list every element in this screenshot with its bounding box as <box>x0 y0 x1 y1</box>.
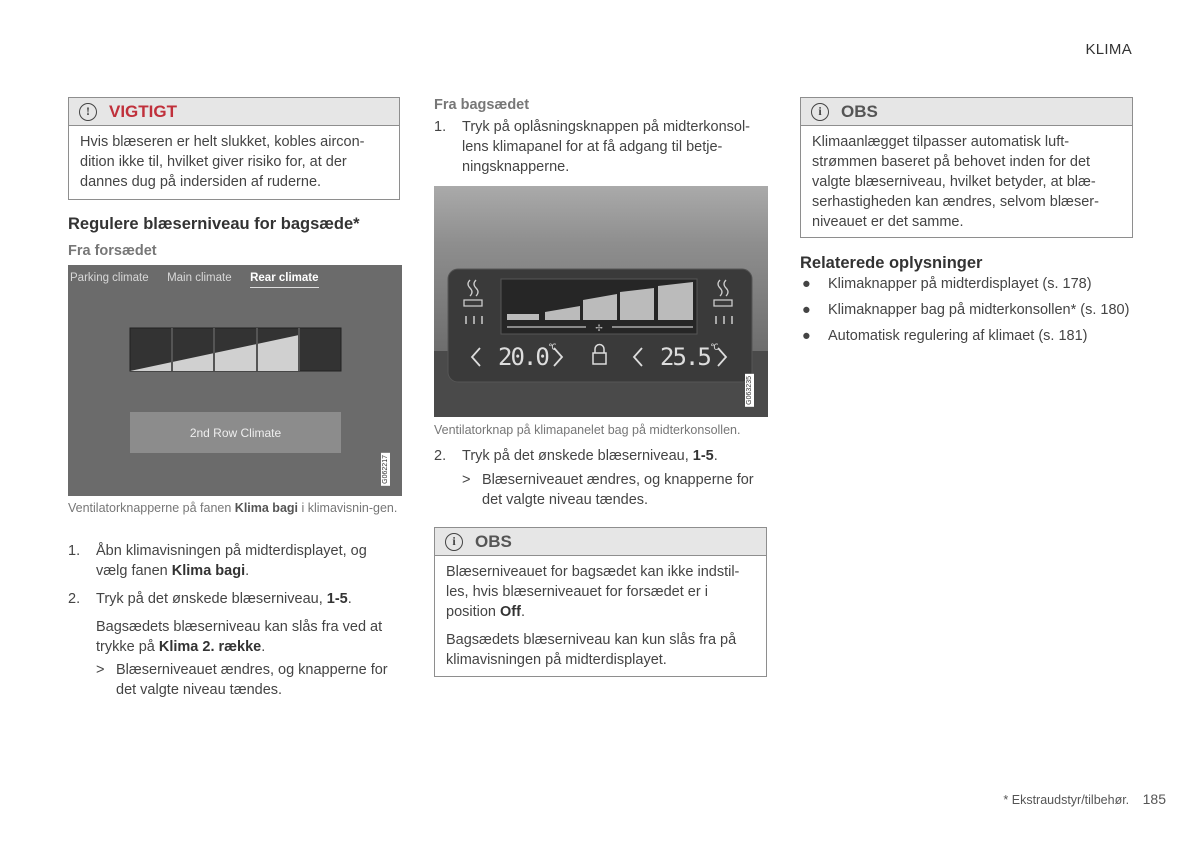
step-2 <box>68 589 398 609</box>
right-temp-unit: °C <box>709 343 717 353</box>
left-temp-value: 20.0 <box>498 343 548 371</box>
exclamation-icon: ! <box>79 103 97 121</box>
second-row-climate-label: 2nd Row Climate <box>189 425 282 440</box>
image-code: G063235 <box>746 376 753 405</box>
tab-rear-climate: Rear climate <box>250 272 318 288</box>
warning-box <box>68 97 400 200</box>
obs-title: OBS <box>475 531 512 551</box>
related-link[interactable] <box>800 274 1130 294</box>
tab-main-climate: Main climate <box>167 272 232 284</box>
related-link-text[interactable]: Klimaknapper bag på midterkonsollen* (s. 180) <box>828 302 1130 318</box>
left-temp-unit: °C <box>547 343 555 353</box>
result-2 <box>462 470 768 510</box>
step-number: 1. <box>68 543 81 559</box>
obs-header <box>801 98 1132 126</box>
related-link-text[interactable]: Klimaknapper på midterdisplayet (s. 178) <box>828 276 1092 292</box>
obs-text: Blæserniveauet for bagsædet kan ikke indstil-les, hvis blæserniveauet for forsædet er i position <box>446 564 740 620</box>
climate-screen-image <box>68 265 402 496</box>
result-text: Blæserniveauet ændres, og knapperne for det valgte niveau tændes. <box>482 472 754 508</box>
warning-header <box>69 98 399 126</box>
svg-text:✢: ✢ <box>595 324 603 334</box>
climate-tabs <box>70 268 333 286</box>
step-bold: 1-5 <box>692 448 714 464</box>
footnote: * Ekstraudstyr/tilbehør. <box>1003 793 1130 807</box>
obs-paragraph-2: Bagsædets blæserniveau kan kun slås fra på klimavisningen på midterdisplayet. <box>446 632 737 668</box>
step-bold: 1-5 <box>326 591 348 607</box>
warning-text: Hvis blæseren er helt slukket, kobles aircon-dition ikke til, hvilket giver risiko for, at der dannes dug på indersiden af ruderne. <box>80 134 365 190</box>
step-text-end: . <box>347 591 352 607</box>
section-heading: Regulere blæserniveau for bagsæde* <box>68 215 360 233</box>
step-number: 2. <box>434 448 447 464</box>
obs-bold: Off <box>500 604 521 620</box>
caption-bold: Klima bagi <box>234 501 299 515</box>
rear-climate-panel-image <box>434 186 768 417</box>
figure-caption <box>68 500 398 517</box>
step-note <box>96 617 400 657</box>
step-text: Åbn klimavisningen på midterdisplayet, og vælg fanen <box>96 543 367 579</box>
step-text-end: . <box>713 448 718 464</box>
bullet-icon: ● <box>802 328 811 344</box>
obs-paragraph-1 <box>446 562 755 622</box>
step-number: 1. <box>434 119 447 135</box>
figure-caption-2: Ventilatorknap på klimapanelet bag på midterkonsollen. <box>434 423 741 437</box>
obs-text: Klimaanlægget tilpasser automatisk luft-strømmen baseret på behovet inden for det valgte blæserniveau, hvilket betyder, at blæ-serhastigheden kan ændres, selvom blæser-niveauet er det samme. <box>812 134 1099 230</box>
step-text: Tryk på det ønskede blæserniveau, <box>462 448 693 464</box>
note-bold: Klima 2. række <box>158 639 262 655</box>
related-links-list <box>800 274 1130 352</box>
result-1 <box>96 660 402 700</box>
step-bold: Klima bagi <box>171 563 246 579</box>
info-icon: i <box>445 533 463 551</box>
info-icon: i <box>811 103 829 121</box>
page-footer <box>1003 791 1166 807</box>
obs-header <box>435 528 766 556</box>
note-text-end: . <box>261 639 266 655</box>
note-text: Bagsædets blæserniveau kan slås fra ved at trykke på <box>96 619 383 655</box>
climate-panel-drawing <box>434 186 768 417</box>
tab-parking-climate: Parking climate <box>70 272 149 284</box>
step-number: 2. <box>68 591 81 607</box>
fan-level-graphic <box>129 327 343 373</box>
section-title: KLIMA <box>1085 41 1132 58</box>
obs-body <box>435 556 766 678</box>
result-marker: > <box>462 472 471 488</box>
page-number: 185 <box>1142 791 1166 807</box>
step-1 <box>68 541 398 581</box>
right-temperature <box>660 343 717 371</box>
caption-text-end: i klimavisnin-gen. <box>298 501 398 515</box>
bullet-icon: ● <box>802 302 811 318</box>
obs-title: OBS <box>841 101 878 121</box>
second-row-climate-button <box>130 412 341 453</box>
obs-box <box>800 97 1133 238</box>
result-marker: > <box>96 662 105 678</box>
step-text: Tryk på det ønskede blæserniveau, <box>96 591 327 607</box>
right-temp-value: 25.5 <box>660 343 710 371</box>
related-link-text[interactable]: Automatisk regulering af klimaet (s. 181) <box>828 328 1088 344</box>
result-text: Blæserniveauet ændres, og knapperne for det valgte niveau tændes. <box>116 662 388 698</box>
related-info-heading: Relaterede oplysninger <box>800 254 983 272</box>
caption-text: Ventilatorknapperne på fanen <box>68 501 235 515</box>
subheading-front-seat: Fra forsædet <box>68 243 157 259</box>
step-text: Tryk på oplåsningsknappen på midterkonsol-lens klimapanel for at få adgang til betje-ningsknapperne. <box>462 119 751 175</box>
warning-title: VIGTIGT <box>109 101 177 121</box>
step-text-end: . <box>245 563 250 579</box>
rear-step-2 <box>434 446 764 466</box>
left-temperature <box>498 343 555 371</box>
obs-box-rear <box>434 527 767 677</box>
bullet-icon: ● <box>802 276 811 292</box>
related-link[interactable] <box>800 300 1130 320</box>
related-link[interactable] <box>800 326 1130 346</box>
subheading-rear-seat: Fra bagsædet <box>434 97 530 113</box>
obs-text-end: . <box>520 604 525 620</box>
image-code: G062217 <box>382 455 389 484</box>
rear-step-1 <box>434 117 764 177</box>
